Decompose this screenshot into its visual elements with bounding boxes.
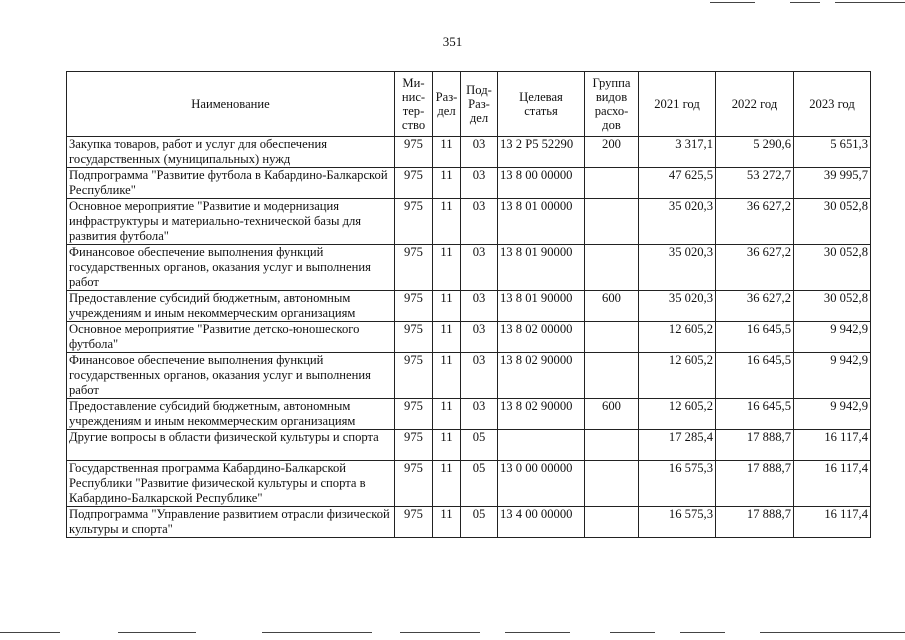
scan-line	[505, 632, 570, 633]
cell-2022: 5 290,6	[716, 137, 794, 168]
cell-name: Предоставление субсидий бюджетным, автономным учреждениям и иным некоммерческим организациям	[67, 399, 395, 430]
cell-ministry: 975	[395, 430, 433, 461]
cell-target: 13 8 02 00000	[498, 322, 585, 353]
header-name: Наименование	[67, 72, 395, 137]
cell-target: 13 8 01 90000	[498, 291, 585, 322]
cell-2021: 3 317,1	[639, 137, 716, 168]
scan-line	[400, 632, 480, 633]
cell-subsection: 03	[461, 245, 498, 291]
header-2022: 2022 год	[716, 72, 794, 137]
cell-subsection: 03	[461, 353, 498, 399]
cell-ministry: 975	[395, 507, 433, 538]
table-row	[67, 168, 871, 199]
cell-target: 13 8 01 00000	[498, 199, 585, 245]
cell-group	[585, 461, 639, 507]
cell-group: 600	[585, 291, 639, 322]
cell-group	[585, 430, 639, 461]
scan-line	[760, 632, 905, 633]
cell-ministry: 975	[395, 322, 433, 353]
cell-2022: 17 888,7	[716, 461, 794, 507]
cell-subsection: 05	[461, 461, 498, 507]
cell-ministry: 975	[395, 137, 433, 168]
cell-target: 13 8 02 90000	[498, 353, 585, 399]
cell-ministry: 975	[395, 245, 433, 291]
cell-2021: 12 605,2	[639, 322, 716, 353]
budget-table	[66, 71, 871, 538]
cell-name: Финансовое обеспечение выполнения функций государственных органов, оказания услуг и выполнения работ	[67, 353, 395, 399]
cell-name: Государственная программа Кабардино-Балкарской Республики "Развитие физической культуры и спорта в Кабардино-Балкарской Республике"	[67, 461, 395, 507]
table-row	[67, 353, 871, 399]
cell-2021: 16 575,3	[639, 507, 716, 538]
cell-2023: 30 052,8	[794, 245, 871, 291]
scan-line	[710, 2, 755, 3]
cell-2021: 12 605,2	[639, 353, 716, 399]
cell-group	[585, 353, 639, 399]
cell-section: 11	[433, 399, 461, 430]
cell-subsection: 03	[461, 199, 498, 245]
cell-2021: 35 020,3	[639, 199, 716, 245]
cell-2022: 36 627,2	[716, 199, 794, 245]
cell-2021: 17 285,4	[639, 430, 716, 461]
cell-group	[585, 322, 639, 353]
cell-2023: 9 942,9	[794, 399, 871, 430]
cell-name: Основное мероприятие "Развитие детско-юношеского футбола"	[67, 322, 395, 353]
cell-section: 11	[433, 168, 461, 199]
cell-name: Финансовое обеспечение выполнения функций государственных органов, оказания услуг и выполнения работ	[67, 245, 395, 291]
header-ministry: Ми- нис- тер- ство	[395, 72, 433, 137]
cell-target: 13 2 P5 52290	[498, 137, 585, 168]
scan-line	[790, 2, 820, 3]
cell-subsection: 03	[461, 399, 498, 430]
cell-group: 600	[585, 399, 639, 430]
cell-subsection: 03	[461, 291, 498, 322]
cell-subsection: 03	[461, 322, 498, 353]
cell-2023: 9 942,9	[794, 322, 871, 353]
cell-2021: 47 625,5	[639, 168, 716, 199]
cell-section: 11	[433, 137, 461, 168]
cell-name: Основное мероприятие "Развитие и модернизация инфраструктуры и материально-технической базы для развития футбола"	[67, 199, 395, 245]
cell-2022: 53 272,7	[716, 168, 794, 199]
scan-line	[118, 632, 196, 633]
cell-section: 11	[433, 291, 461, 322]
cell-name: Подпрограмма "Управление развитием отрасли физической культуры и спорта"	[67, 507, 395, 538]
cell-group	[585, 245, 639, 291]
scan-line	[262, 632, 372, 633]
table-row	[67, 245, 871, 291]
cell-target: 13 8 01 90000	[498, 245, 585, 291]
cell-2023: 39 995,7	[794, 168, 871, 199]
cell-section: 11	[433, 322, 461, 353]
page-number: 351	[442, 34, 463, 49]
cell-ministry: 975	[395, 199, 433, 245]
scan-line	[610, 632, 655, 633]
table-row	[67, 291, 871, 322]
cell-2023: 30 052,8	[794, 199, 871, 245]
cell-2022: 16 645,5	[716, 322, 794, 353]
cell-ministry: 975	[395, 461, 433, 507]
cell-2022: 16 645,5	[716, 399, 794, 430]
cell-group	[585, 507, 639, 538]
cell-2022: 36 627,2	[716, 291, 794, 322]
cell-group	[585, 168, 639, 199]
cell-2021: 35 020,3	[639, 245, 716, 291]
table-row	[67, 322, 871, 353]
cell-section: 11	[433, 353, 461, 399]
cell-2022: 17 888,7	[716, 430, 794, 461]
header-2023: 2023 год	[794, 72, 871, 137]
cell-2023: 16 117,4	[794, 507, 871, 538]
cell-ministry: 975	[395, 291, 433, 322]
cell-subsection: 03	[461, 168, 498, 199]
cell-subsection: 05	[461, 507, 498, 538]
cell-target: 13 0 00 00000	[498, 461, 585, 507]
cell-name: Закупка товаров, работ и услуг для обеспечения государственных (муниципальных) нужд	[67, 137, 395, 168]
cell-2023: 9 942,9	[794, 353, 871, 399]
cell-section: 11	[433, 245, 461, 291]
table-row	[67, 430, 871, 461]
cell-2022: 16 645,5	[716, 353, 794, 399]
cell-group	[585, 199, 639, 245]
cell-name: Подпрограмма "Развитие футбола в Кабардино-Балкарской Республике"	[67, 168, 395, 199]
cell-2023: 16 117,4	[794, 430, 871, 461]
cell-ministry: 975	[395, 399, 433, 430]
cell-target: 13 8 00 00000	[498, 168, 585, 199]
scan-line	[680, 632, 725, 633]
cell-subsection: 03	[461, 137, 498, 168]
header-target: Целевая статья	[498, 72, 585, 137]
table-row	[67, 137, 871, 168]
cell-2022: 36 627,2	[716, 245, 794, 291]
cell-2021: 16 575,3	[639, 461, 716, 507]
cell-group: 200	[585, 137, 639, 168]
table-row	[67, 507, 871, 538]
scan-line	[835, 2, 905, 3]
cell-subsection: 05	[461, 430, 498, 461]
cell-section: 11	[433, 461, 461, 507]
header-section: Раз- дел	[433, 72, 461, 137]
cell-name: Предоставление субсидий бюджетным, автономным учреждениям и иным некоммерческим организациям	[67, 291, 395, 322]
cell-target: 13 8 02 90000	[498, 399, 585, 430]
cell-section: 11	[433, 430, 461, 461]
cell-2023: 16 117,4	[794, 461, 871, 507]
cell-2023: 5 651,3	[794, 137, 871, 168]
table-row	[67, 461, 871, 507]
header-subsection: Под- Раз- дел	[461, 72, 498, 137]
cell-target	[498, 430, 585, 461]
cell-section: 11	[433, 507, 461, 538]
cell-2023: 30 052,8	[794, 291, 871, 322]
header-row	[67, 72, 871, 137]
cell-name: Другие вопросы в области физической культуры и спорта	[67, 430, 395, 461]
cell-target: 13 4 00 00000	[498, 507, 585, 538]
table-row	[67, 399, 871, 430]
cell-ministry: 975	[395, 353, 433, 399]
cell-section: 11	[433, 199, 461, 245]
cell-2021: 35 020,3	[639, 291, 716, 322]
table-row	[67, 199, 871, 245]
cell-2021: 12 605,2	[639, 399, 716, 430]
header-group: Группа видов расхо- дов	[585, 72, 639, 137]
cell-ministry: 975	[395, 168, 433, 199]
scan-line	[0, 632, 60, 633]
header-2021: 2021 год	[639, 72, 716, 137]
cell-2022: 17 888,7	[716, 507, 794, 538]
